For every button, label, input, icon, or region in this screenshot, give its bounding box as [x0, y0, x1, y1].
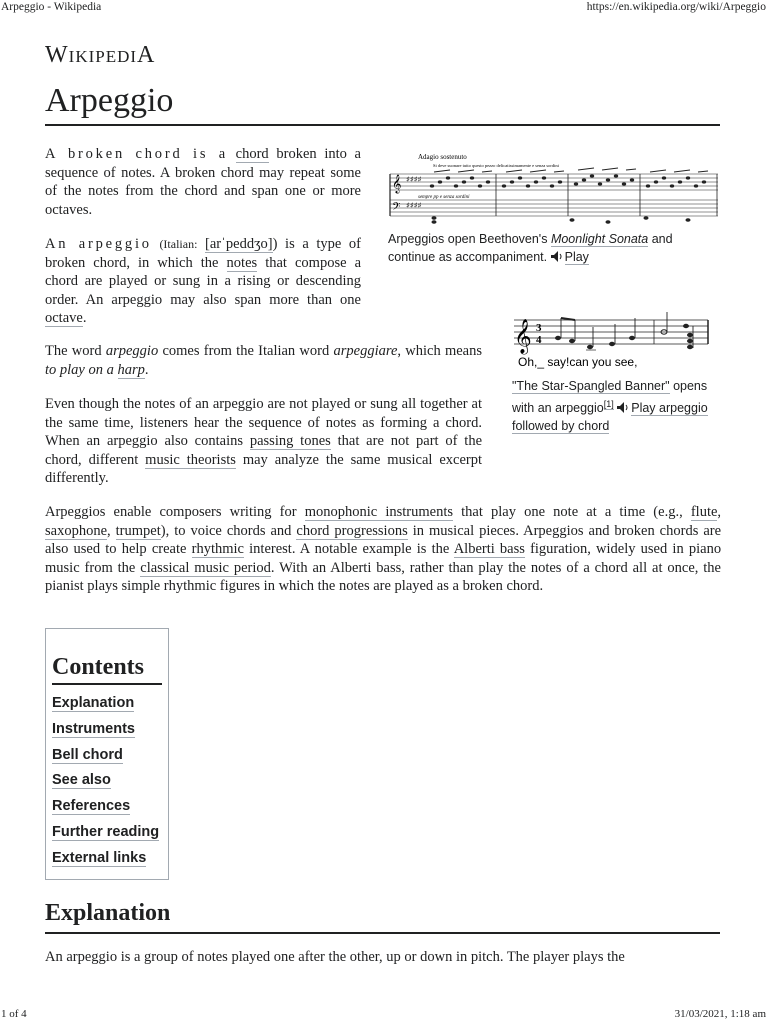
link-star-spangled-banner[interactable]: "The Star-Spangled Banner"	[512, 379, 670, 393]
tempo-marking: Adagio sostenuto	[418, 153, 467, 161]
lyrics: Oh,_ say!can you see,	[518, 355, 638, 369]
toc-item-bell-chord[interactable]: Bell chord	[52, 746, 123, 763]
figure-caption-2: "The Star-Spangled Banner" opens with an arpeggio[1] Play arpeggio followed by chord	[512, 379, 708, 434]
key-signature-treble: ♯♯♯♯	[406, 175, 422, 184]
note-stems	[561, 312, 693, 348]
link-music-theorists[interactable]: music theorists	[145, 451, 236, 468]
speaker-icon[interactable]	[551, 251, 563, 262]
dynamics-marking: sempre pp e senza sordini	[418, 195, 470, 200]
link-harp[interactable]: harp	[117, 361, 145, 378]
toc-item-further-reading[interactable]: Further reading	[52, 823, 160, 840]
link-moonlight-sonata[interactable]: Moonlight Sonata	[550, 232, 649, 246]
paragraph-intro: A broken chord is a chord broken into a sequence of notes. A broken chord may repeat some of the notes from the chord and span one or more octaves.	[45, 146, 361, 218]
toc-item-explanation[interactable]: Explanation	[52, 695, 135, 711]
play-arpeggio-button[interactable]: Play arpeggio followed by chord	[512, 401, 708, 434]
sheet-music-star-spangled[interactable]	[512, 310, 722, 372]
link-trumpet[interactable]: trumpet	[115, 522, 161, 539]
beams	[434, 168, 708, 172]
link-passing-tones[interactable]: passing tones	[249, 433, 331, 449]
link-rhythmic[interactable]: rhythmic	[191, 541, 244, 557]
key-signature-bass: ♯♯♯♯	[406, 201, 422, 210]
time-signature-top: 3	[536, 322, 542, 334]
link-chord[interactable]: chord	[235, 146, 269, 162]
link-flute[interactable]: flute	[690, 504, 718, 520]
speaker-icon[interactable]	[617, 402, 629, 413]
link-octave[interactable]: octave	[45, 310, 83, 326]
link-classical-period[interactable]: classical music period	[140, 559, 271, 576]
melody-notes	[555, 324, 693, 349]
link-alberti-bass[interactable]: Alberti bass	[453, 541, 525, 557]
section-heading-explanation: Explanation	[45, 900, 720, 934]
toc-item-instruments[interactable]: Instruments	[52, 720, 135, 737]
paragraph-definition: An arpeggio (Italian: [arˈpeddʒo]) is a type of broken chord, in which the notes that compose a chord are played or sung in a rising or descending order. An arpeggio may also span more than one octave.	[45, 236, 362, 326]
time-signature-bottom: 4	[536, 334, 542, 346]
staff	[514, 320, 708, 344]
contents-list	[52, 695, 159, 876]
page-counter: 1 of 4	[1, 1008, 27, 1020]
paragraph-explanation: An arpeggio is a group of notes played one after the other, up or down in pitch. The player plays the	[45, 949, 625, 965]
link-chord-progressions[interactable]: chord progressions	[296, 522, 408, 539]
bass-staff	[390, 200, 718, 216]
toc-item-references[interactable]: References	[52, 798, 131, 815]
link-monophonic[interactable]: monophonic instruments	[304, 504, 453, 520]
reference-1[interactable]: [1]	[603, 399, 614, 409]
toc-item-see-also[interactable]: See also	[52, 772, 111, 789]
sheet-music-moonlight[interactable]	[388, 148, 718, 226]
contents-heading: Contents	[52, 654, 162, 685]
figure-star-spangled-banner	[512, 310, 722, 435]
page-url[interactable]: https://en.wikipedia.org/wiki/Arpeggio	[586, 1, 766, 13]
paragraph-perception: Even though the notes of an arpeggio are not played or sung all together at the same time, listeners hear the sequence of notes as forming a chord. When an arpeggio also contains passing tones that are not part of the chord, different music theorists may analyze the same musical excerpt differently.	[45, 396, 483, 486]
page-title: Arpeggio - Wikipedia	[1, 1, 102, 13]
figure-moonlight-sonata	[388, 148, 720, 266]
link-ipa[interactable]: [arˈpeddʒo]	[205, 236, 273, 252]
staff-notation-image	[388, 148, 718, 226]
table-of-contents	[45, 628, 169, 880]
article-title: Arpeggio	[45, 82, 720, 126]
print-footer	[0, 1006, 768, 1024]
treble-clef-icon: 𝄞	[514, 319, 532, 354]
wikipedia-logo[interactable]: WikipediA	[45, 42, 156, 68]
bass-clef-icon: 𝄢	[392, 201, 401, 216]
bass-notes	[432, 216, 691, 224]
figure-caption-1: Arpeggios open Beethoven's Moonlight Sonata and continue as accompaniment. Play	[388, 232, 673, 264]
print-datetime: 31/03/2021, 1:18 am	[674, 1008, 766, 1020]
paragraph-etymology: The word arpeggio comes from the Italian word arpeggiare, which means to play on a harp.	[45, 343, 482, 378]
link-notes[interactable]: notes	[226, 254, 258, 271]
print-header	[0, 0, 768, 18]
toc-item-external-links[interactable]: External links	[52, 849, 147, 866]
link-saxophone[interactable]: saxophone	[45, 522, 108, 539]
paragraph-usage: Arpeggios enable composers writing for monophonic instruments that play one note at a time (e.g., flute, saxophone, trumpet), to voice chords and chord progressions in musical pieces. Arpeggios and broken chords are also used to help create rhythmic interest. A notable example is the Alberti bass figuration, widely used in piano music from the classical music period. With an Alberti bass, rather than play the notes of a chord all at once, the pianist plays simple rhythmic figures in which the notes are played as a broken chord.	[45, 504, 722, 594]
treble-clef-icon: 𝄞	[392, 174, 402, 193]
play-moonlight-button[interactable]: Play	[564, 250, 589, 264]
performance-direction: Si deve suonare tutto questo pezzo delicatissimamente e senza sordini	[433, 163, 559, 168]
